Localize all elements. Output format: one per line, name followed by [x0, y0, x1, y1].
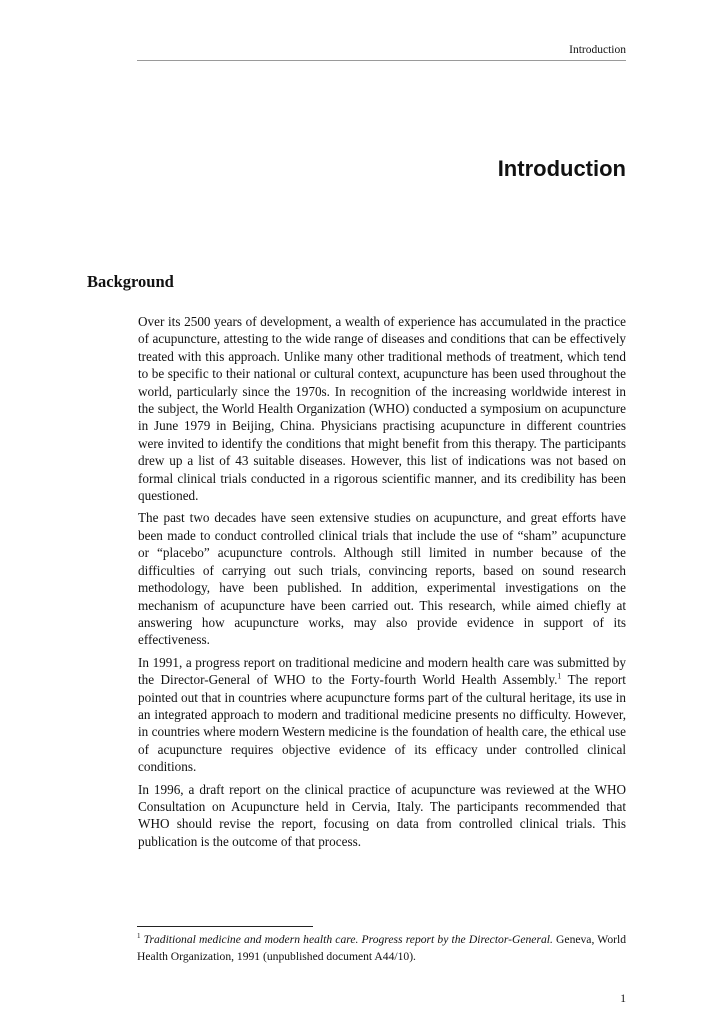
chapter-title: Introduction	[497, 156, 626, 181]
footnote-text: Geneva, World Health Organization, 1991 (unpublished document A44/10).	[137, 933, 626, 963]
page-number: 1	[620, 993, 626, 1005]
running-header: Introduction	[137, 44, 626, 61]
footnote-title: Traditional medicine and modern health care. Progress report by the Director-General.	[143, 933, 553, 946]
paragraph-2: The past two decades have seen extensive studies on acupuncture, and great efforts have been made to conduct controlled clinical trials that include the use of “sham” acupuncture or “placebo” acupuncture controls. Although still limited in number because of the difficulties of carrying out such trials, convincing reports, based on sound research methodology, have been published. In addition, experimental investigations on the mechanism of acupuncture have been carried out. This research, while aimed chiefly at answering how acupuncture works, may also provide evidence in support of its effectiveness.	[138, 510, 626, 648]
paragraph-4: In 1996, a draft report on the clinical practice of acupuncture was reviewed at the WHO Consultation on Acupuncture held in Cervia, Italy. The participants recommended that WHO should revise the report, focusing on data from controlled clinical trials. This publication is the outcome of that process.	[138, 781, 626, 849]
paragraph-1: Over its 2500 years of development, a wealth of experience has accumulated in the practice of acupuncture, attesting to the wide range of diseases and conditions that can be effectively treated with this approach. Unlike many other traditional methods of treatment, which tend to be specific to their national or cultural context, acupuncture has been used throughout the world, particularly since the 1970s. In recognition of the increasing worldwide interest in the subject, the World Health Organization (WHO) conducted a symposium on acupuncture in June 1979 in Beijing, China. Physicians practising acupuncture in different countries were invited to identify the conditions that might benefit from this therapy. The participants drew up a list of 43 suitable diseases. However, this list of indications was not based on formal clinical trials conducted in a rigorous scientific manner, and its credibility has been questioned.	[138, 314, 626, 504]
body-text	[138, 313, 626, 855]
paragraph-3	[138, 654, 626, 776]
section-heading: Background	[87, 272, 174, 291]
footnote-reference[interactable]: 1	[557, 671, 562, 681]
footnote	[137, 931, 626, 965]
footnote-marker: 1	[137, 932, 141, 941]
footnote-divider	[137, 926, 313, 927]
paragraph-3-text-before: In 1991, a progress report on traditional medicine and modern health care was submitted by the Director-General of WHO to the Forty-fourth World Health Assembly.	[138, 654, 626, 688]
paragraph-3-text-after: The report pointed out that in countries where acupuncture forms part of the cultural heritage, its use in an integrated approach to modern and traditional medicine presents no difficulty. However, in countries where modern Western medicine is the foundation of health care, the ethical use of acupuncture requires objective evidence of its efficacy under controlled clinical conditions.	[138, 672, 626, 775]
